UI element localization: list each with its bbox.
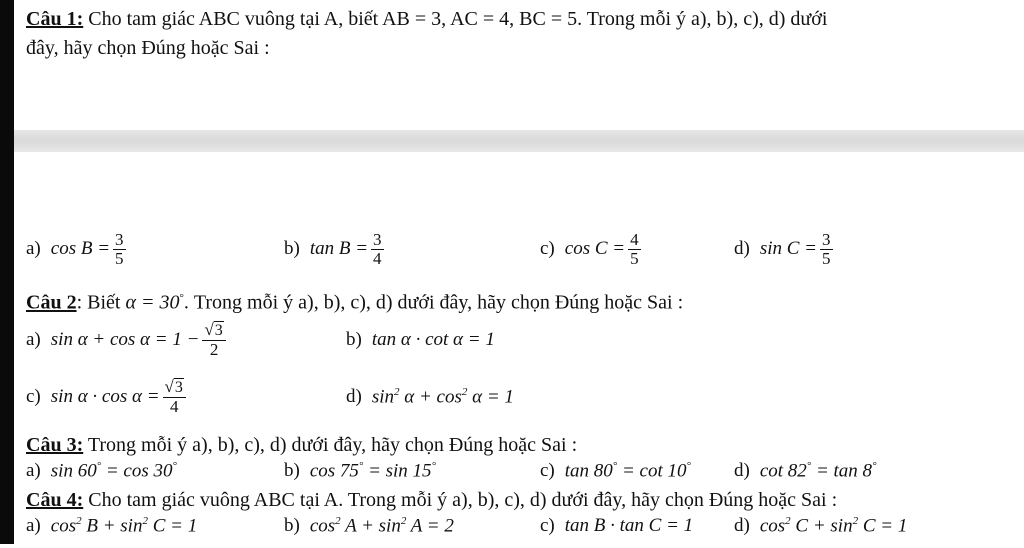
- q4-option-d: d) $\cos^2 C + \sin^2 C = 1$: [734, 514, 908, 537]
- q1-option-a: a) cos B = $\frac{3}{5}$: [26, 229, 124, 268]
- q3-option-d: d) cot 82° = tan 8°: [734, 459, 877, 482]
- q2-option-b: b) tan α · cot α = 1: [346, 329, 495, 350]
- q4-option-b: b) $\cos^2 A + \sin^2 A = 2$: [284, 514, 454, 537]
- q1-heading: Câu 1:: [26, 8, 84, 30]
- fraction: $\frac{3}{5}$: [822, 229, 831, 268]
- q4-heading: Câu 4:: [26, 489, 84, 511]
- left-dark-border: [0, 0, 14, 544]
- separator-band: [14, 130, 1024, 152]
- fraction: $\frac{√3}{2}$: [202, 321, 225, 359]
- q2-header-line: Câu 2: Biết α = 30°. Trong mỗi ý a), b), c), d) dưới đây, hãy chọn Đúng hoặc Sai :: [26, 291, 684, 314]
- fraction: $\frac{3}{4}$: [373, 229, 382, 268]
- q1-option-d: d) sin C = $\frac{3}{5}$: [734, 229, 831, 268]
- q2-option-d: d) $\sin^2 \alpha + \cos^2 \alpha = 1$: [346, 385, 514, 408]
- q1-text-line2: đây, hãy chọn Đúng hoặc Sai :: [26, 37, 270, 59]
- q4-option-a: a) $\cos^2 B + \sin^2 C = 1$: [26, 514, 198, 537]
- q1-line2: [26, 37, 270, 59]
- q1-option-b: b) tan B = $\frac{3}{4}$: [284, 229, 382, 268]
- q3-option-a: a) sin 60° = cos 30°: [26, 459, 177, 482]
- q1-text-line1: Cho tam giác ABC vuông tại A, biết AB = 3, AC = 4, BC = 5. Trong mỗi ý a), b), c), d) dưới: [83, 8, 828, 30]
- q2-option-a: a) sin α + cos α = 1 − $\frac{√3}{2}$: [26, 318, 229, 362]
- q3-heading: Câu 3:: [26, 434, 84, 456]
- q1-line1: [26, 8, 827, 30]
- q2-heading: Câu 2: [26, 291, 77, 314]
- q1-option-c: c) cos C = $\frac{4}{5}$: [540, 229, 639, 268]
- alpha-value: α = 30: [125, 291, 180, 314]
- fraction: $\frac{3}{5}$: [115, 229, 124, 268]
- q3-option-c: c) tan 80° = cot 10°: [540, 459, 691, 482]
- q3-header-line: Câu 3: Trong mỗi ý a), b), c), d) dưới đây, hãy chọn Đúng hoặc Sai :: [26, 434, 578, 456]
- fraction: $\frac{4}{5}$: [630, 229, 639, 268]
- q2-option-c: c) sin α · cos α = $\frac{√3}{4}$: [26, 375, 189, 419]
- q4-header-line: Câu 4: Cho tam giác vuông ABC tại A. Trong mỗi ý a), b), c), d) dưới đây, hãy chọn Đúng hoặc Sai :: [26, 489, 838, 511]
- fraction: $\frac{√3}{4}$: [163, 378, 186, 416]
- q4-option-c: c) tan B · tan C = 1: [540, 515, 694, 536]
- q3-option-b: b) cos 75° = sin 15°: [284, 459, 436, 482]
